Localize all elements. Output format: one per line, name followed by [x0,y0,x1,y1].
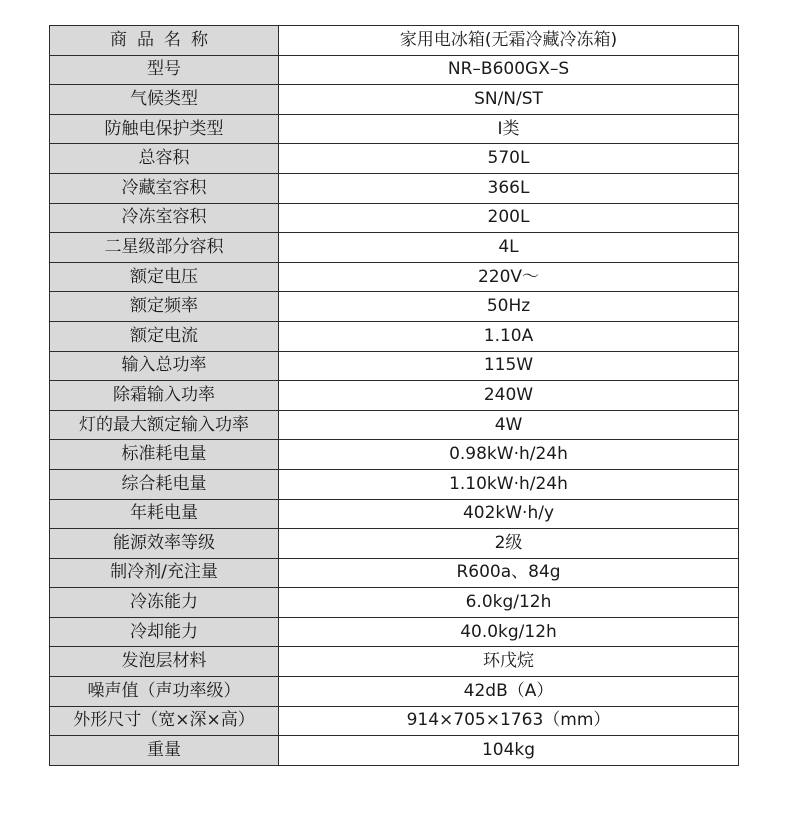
row-value: 115W [279,351,739,381]
row-value: 40.0kg/12h [279,617,739,647]
row-label: 商品名称 [50,26,279,56]
table-row [50,381,739,411]
row-value: 0.98kW·h/24h [279,440,739,470]
table-row [50,114,739,144]
row-value: Ⅰ类 [279,114,739,144]
table-row [50,706,739,736]
row-label: 输入总功率 [50,351,279,381]
row-label: 重量 [50,736,279,766]
table-row [50,85,739,115]
row-label: 冷却能力 [50,617,279,647]
row-value: 1.10A [279,321,739,351]
row-value: 2级 [279,529,739,559]
row-label: 冷冻能力 [50,588,279,618]
table-row [50,410,739,440]
table-row [50,736,739,766]
table-row [50,558,739,588]
row-label: 制冷剂/充注量 [50,558,279,588]
row-label: 气候类型 [50,85,279,115]
row-label: 标准耗电量 [50,440,279,470]
table-row [50,321,739,351]
row-label: 额定电压 [50,262,279,292]
row-value: 240W [279,381,739,411]
row-value: 366L [279,173,739,203]
table-row [50,292,739,322]
row-value: 4W [279,410,739,440]
row-value: 200L [279,203,739,233]
table-row [50,469,739,499]
table-row [50,499,739,529]
row-value: SN/N/ST [279,85,739,115]
row-label: 综合耗电量 [50,469,279,499]
table-row [50,203,739,233]
table-row [50,529,739,559]
row-value: 914×705×1763（mm） [279,706,739,736]
table-row [50,440,739,470]
row-label: 外形尺寸（宽×深×高） [50,706,279,736]
row-value: 570L [279,144,739,174]
row-label: 二星级部分容积 [50,233,279,263]
row-value: R600a、84g [279,558,739,588]
row-value: 4L [279,233,739,263]
row-value: NR–B600GX–S [279,55,739,85]
table-row [50,55,739,85]
row-value: 50Hz [279,292,739,322]
row-label: 防触电保护类型 [50,114,279,144]
table-row [50,647,739,677]
row-value: 42dB（A） [279,677,739,707]
row-label: 冷藏室容积 [50,173,279,203]
table-row [50,233,739,263]
row-value: 1.10kW·h/24h [279,469,739,499]
table-row [50,617,739,647]
table-row [50,173,739,203]
row-label: 除霜输入功率 [50,381,279,411]
row-value: 环戊烷 [279,647,739,677]
row-label: 额定频率 [50,292,279,322]
spec-table [49,25,739,766]
row-label: 发泡层材料 [50,647,279,677]
table-row [50,351,739,381]
table-row [50,677,739,707]
table-header-row [50,26,739,56]
row-value: 402kW·h/y [279,499,739,529]
row-value: 家用电冰箱(无霜冷藏冷冻箱) [279,26,739,56]
row-label: 冷冻室容积 [50,203,279,233]
row-label: 额定电流 [50,321,279,351]
row-label: 总容积 [50,144,279,174]
table-row [50,588,739,618]
row-label: 型号 [50,55,279,85]
row-label: 能源效率等级 [50,529,279,559]
row-value: 220V～ [279,262,739,292]
row-label: 噪声值（声功率级） [50,677,279,707]
row-label: 年耗电量 [50,499,279,529]
table-row [50,262,739,292]
table-row [50,144,739,174]
row-value: 6.0kg/12h [279,588,739,618]
row-label: 灯的最大额定输入功率 [50,410,279,440]
row-value: 104kg [279,736,739,766]
